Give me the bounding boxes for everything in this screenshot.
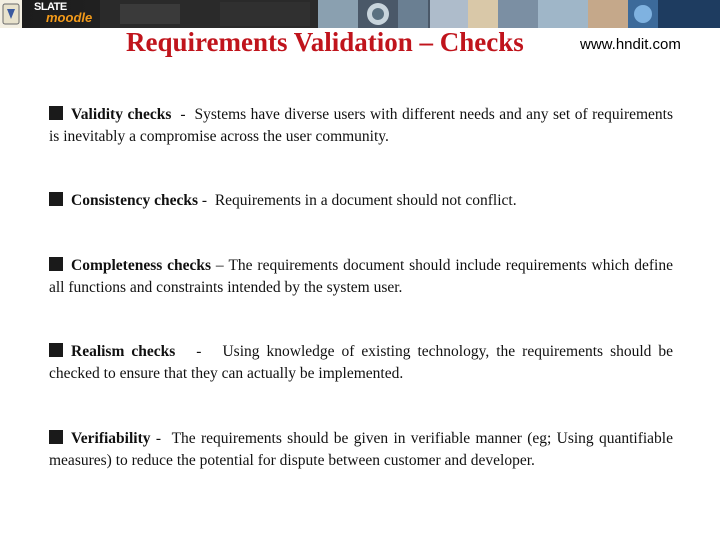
item-text: Requirements in a document should not conflict. — [214, 192, 517, 209]
square-bullet-icon — [49, 430, 63, 444]
institute-logo — [0, 0, 22, 28]
item-text: The requirements document should include requirements which define all functions and constraints intended by the system user. — [49, 257, 673, 296]
banner-decoration — [100, 0, 320, 28]
item-separator: - — [180, 106, 186, 123]
header-banner — [0, 0, 720, 28]
list-item — [49, 255, 673, 299]
item-text: Using knowledge of existing technology, the requirements should be checked to ensure that they can actually be implemented. — [49, 343, 674, 382]
item-term: Validity checks — [71, 106, 172, 123]
list-item — [49, 104, 673, 148]
item-separator: - — [155, 430, 161, 447]
item-separator: - — [196, 343, 202, 360]
list-item — [49, 428, 673, 472]
logo-moodle-text: moodle — [46, 10, 93, 25]
list-item — [49, 341, 673, 385]
item-separator: – — [215, 257, 224, 274]
item-text: The requirements should be given in verifiable manner (eg; Using quantifiable measures) to reduce the potential for dispute between customer and developer. — [49, 430, 673, 469]
item-term: Realism checks — [71, 343, 176, 360]
square-bullet-icon — [49, 343, 63, 357]
item-term: Verifiability — [71, 430, 151, 447]
banner-photos — [318, 0, 720, 28]
list-item — [49, 190, 673, 212]
website-url: www.hndit.com — [580, 36, 681, 53]
item-term: Consistency checks — [71, 192, 199, 209]
crest-icon — [2, 3, 20, 25]
item-term: Completeness checks — [71, 257, 212, 274]
item-text: Systems have diverse users with different needs and any set of requirements is inevitably a compromise across the user community. — [49, 106, 674, 145]
square-bullet-icon — [49, 192, 63, 206]
square-bullet-icon — [49, 106, 63, 120]
logo-slate-text: SLATE — [34, 1, 67, 13]
page-title: Requirements Validation – Checks — [126, 27, 524, 57]
item-separator: - — [201, 192, 208, 209]
square-bullet-icon — [49, 257, 63, 271]
